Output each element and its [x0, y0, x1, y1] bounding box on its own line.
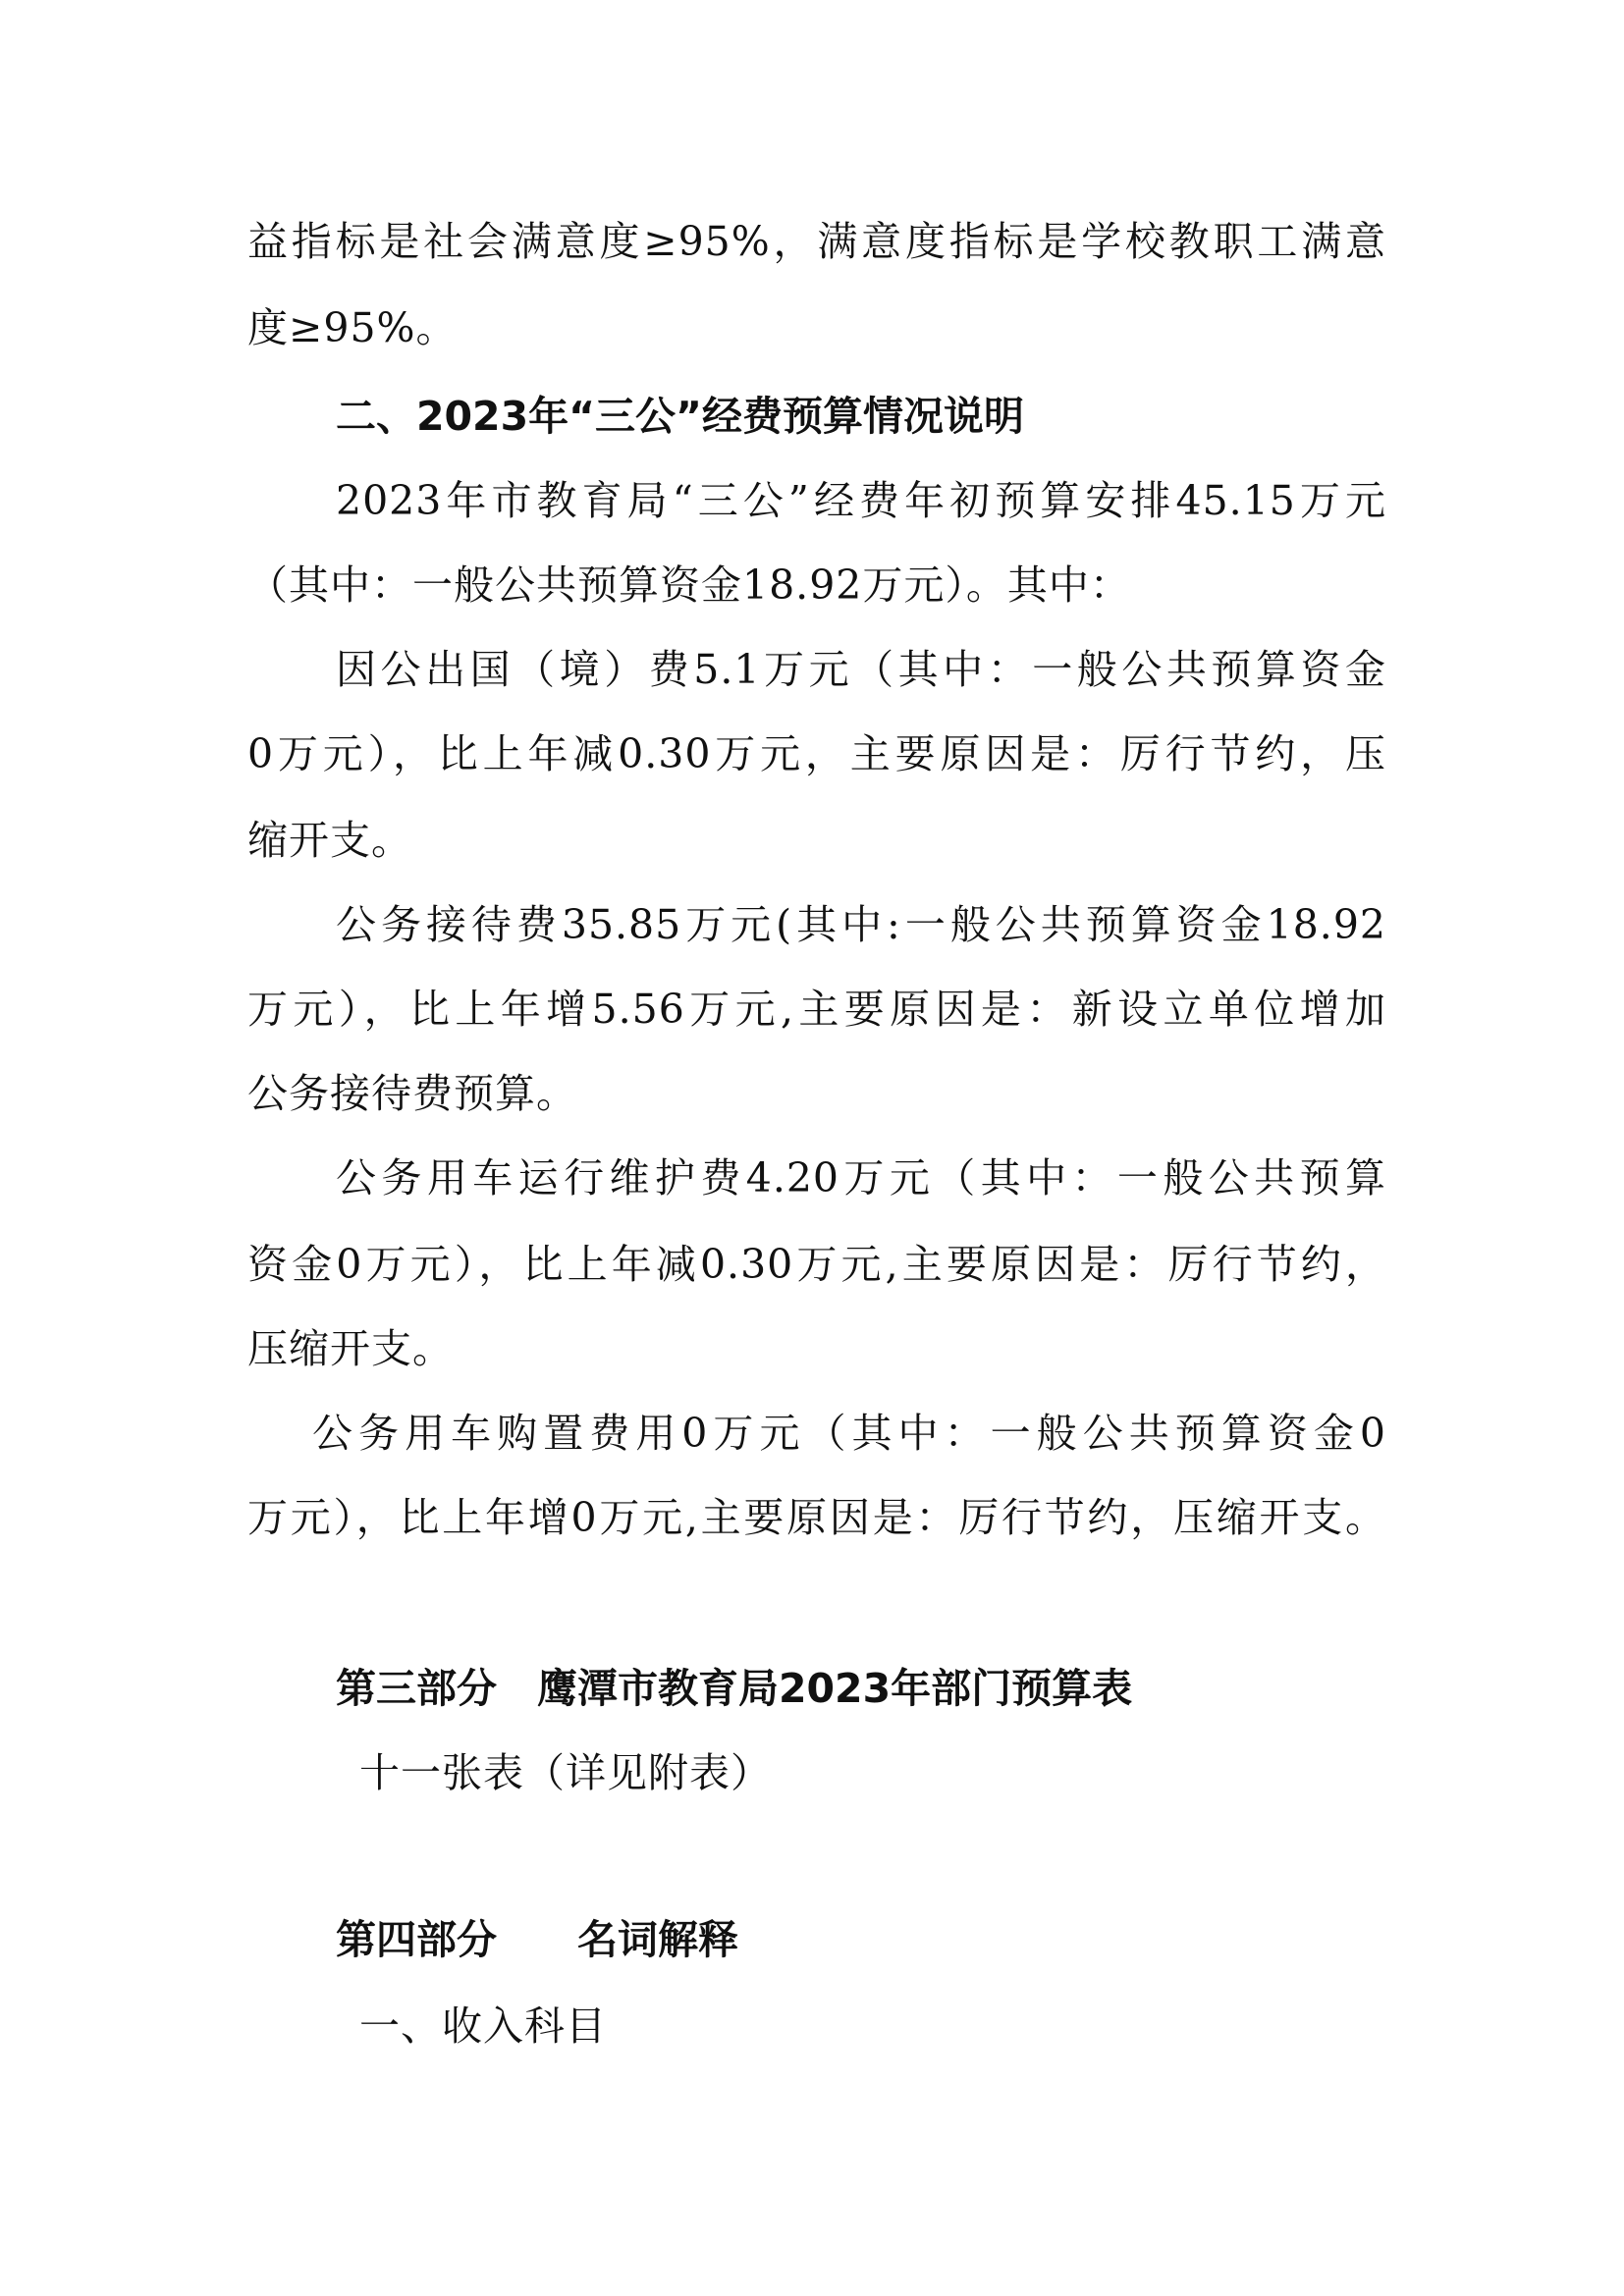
paragraph-line: 公务用车运行维护费4.20万元（其中：一般公共预算	[336, 1154, 1386, 1201]
paragraph-line: 益指标是社会满意度≥95%，满意度指标是学校教职工满意	[247, 218, 1386, 265]
paragraph-line: （其中：一般公共预算资金18.92万元）。其中：	[247, 561, 1131, 609]
paragraph-line: 0万元），比上年减0.30万元，主要原因是：厉行节约，压	[247, 730, 1386, 777]
paragraph-line: 资金0万元），比上年减0.30万元,主要原因是：厉行节约，	[247, 1241, 1386, 1288]
paragraph-line: 缩开支。	[247, 817, 412, 864]
part-heading: 第三部分 鹰潭市教育局2023年部门预算表	[336, 1665, 1133, 1712]
section-heading: 二、2023年“三公”经费预算情况说明	[336, 393, 1025, 440]
paragraph-line: 2023年市教育局“三公”经费年初预算安排45.15万元	[336, 477, 1386, 524]
paragraph-line: 压缩开支。	[247, 1325, 454, 1372]
paragraph-line: 万元），比上年增0万元,主要原因是：厉行节约，压缩开支。	[247, 1494, 1386, 1541]
paragraph-line: 因公出国（境）费5.1万元（其中：一般公共预算资金	[336, 646, 1386, 693]
paragraph-line: 公务用车购置费用0万元（其中：一般公共预算资金0	[312, 1410, 1386, 1457]
paragraph-line: 一、收入科目	[359, 2002, 607, 2050]
part-heading: 第四部分 名词解释	[336, 1916, 738, 1963]
paragraph-line: 十一张表（详见附表）	[359, 1749, 772, 1796]
paragraph-line: 万元），比上年增5.56万元,主要原因是：新设立单位增加	[247, 986, 1386, 1033]
paragraph-line: 度≥95%。	[247, 304, 458, 351]
paragraph-line: 公务接待费35.85万元(其中:一般公共预算资金18.92	[336, 901, 1386, 948]
paragraph-line: 公务接待费预算。	[247, 1070, 577, 1117]
